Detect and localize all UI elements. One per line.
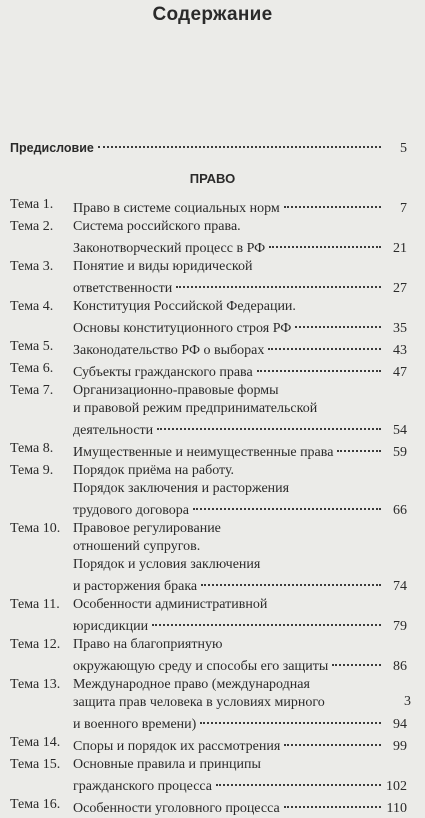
toc-entry <box>10 218 407 258</box>
toc-entry <box>10 734 407 756</box>
toc-entry <box>10 676 407 734</box>
topic-title-text: Основные правила и принципы <box>73 757 261 772</box>
topic-title-text: Право в системе социальных норм <box>73 201 280 216</box>
topic-title-text: Законотворческий процесс в РФ <box>73 241 266 256</box>
topic-body <box>73 360 407 382</box>
topic-line <box>73 654 407 676</box>
topic-title-text: Конституция Российской Федерации. <box>73 299 296 314</box>
toc-entry <box>10 462 407 520</box>
topic-title-text: Субъекты гражданского права <box>73 365 253 380</box>
section-heading: ПРАВО <box>189 171 236 186</box>
topic-page: 110 <box>386 801 407 816</box>
topic-number: Тема 2. <box>10 219 54 234</box>
topic-page: 47 <box>393 365 407 380</box>
preface-entry <box>10 136 407 158</box>
topic-title-text: Особенности административной <box>73 597 268 612</box>
topic-body <box>73 440 407 462</box>
topic-number: Тема 3. <box>10 259 54 274</box>
topic-title-text: Система российского права. <box>73 219 241 234</box>
topic-body <box>73 596 407 636</box>
leader-dots <box>216 770 381 786</box>
topic-body <box>73 520 407 596</box>
topic-number: Тема 12. <box>10 637 61 652</box>
page-title: Содержание <box>152 4 273 25</box>
topic-body <box>73 756 407 796</box>
topic-line <box>73 498 407 520</box>
topic-title-text: защита прав человека в условиях мирного <box>73 695 325 710</box>
topic-title-text: и военного времени) <box>73 717 197 732</box>
topic-number: Тема 4. <box>10 299 54 314</box>
topic-title-text: Понятие и виды юридической <box>73 259 253 274</box>
topic-title-text: и расторжения брака <box>73 579 198 594</box>
topic-page: 43 <box>393 343 407 358</box>
topic-body <box>73 196 407 218</box>
topic-line <box>73 734 407 756</box>
toc-entry <box>10 756 407 796</box>
topic-line <box>73 796 407 818</box>
leader-dots <box>284 192 381 208</box>
topic-line <box>73 614 407 636</box>
topic-title-text: Споры и порядок их рассмотрения <box>73 739 281 754</box>
topic-title-text: Основы конституционного строя РФ <box>73 321 292 336</box>
topic-line <box>73 382 407 400</box>
topic-body <box>73 382 407 440</box>
topic-page: 86 <box>393 659 407 674</box>
topic-title-text: и правовой режим предпринимательской <box>73 401 318 416</box>
topic-page: 35 <box>393 321 407 336</box>
topic-line <box>73 462 407 480</box>
topic-title-text: Имущественные и неимущественные права <box>73 445 334 460</box>
topic-number: Тема 15. <box>10 757 61 772</box>
topic-page: 102 <box>386 779 407 794</box>
toc-entry <box>10 258 407 298</box>
topic-page: 7 <box>400 201 407 216</box>
toc-entry <box>10 360 407 382</box>
toc-entry <box>10 596 407 636</box>
topic-body <box>73 258 407 298</box>
topic-number: Тема 16. <box>10 797 61 812</box>
topic-page: 59 <box>393 445 407 460</box>
topic-number: Тема 7. <box>10 383 54 398</box>
topic-title-text: юрисдикции <box>73 619 149 634</box>
topic-number: Тема 9. <box>10 463 54 478</box>
topic-title-text: Организационно-правовые формы <box>73 383 279 398</box>
topic-line <box>73 236 407 258</box>
topic-body <box>73 218 407 258</box>
topic-title-text: Право на благоприятную <box>73 637 223 652</box>
toc-entry <box>10 298 407 338</box>
topic-number: Тема 13. <box>10 677 61 692</box>
leader-dots <box>268 334 381 350</box>
topic-title-text: Особенности уголовного процесса <box>73 801 280 816</box>
leader-dots <box>284 792 381 808</box>
leader-dots <box>98 132 381 148</box>
topic-title-text: ответственности <box>73 281 173 296</box>
topic-number: Тема 8. <box>10 441 54 456</box>
leader-dots <box>332 650 381 666</box>
preface-page: 5 <box>400 141 407 156</box>
topic-number: Тема 11. <box>10 597 60 612</box>
leader-dots <box>269 232 381 248</box>
topic-page: 66 <box>393 503 407 518</box>
topic-title-text: Порядок приёма на работу. <box>73 463 235 478</box>
toc-entry <box>10 796 407 818</box>
leader-dots <box>200 708 381 724</box>
topic-title-text: Международное право (международная <box>73 677 310 692</box>
topic-title-text: трудового договора <box>73 503 189 518</box>
topic-line <box>73 676 407 694</box>
leader-dots <box>284 730 381 746</box>
topic-title-text: Порядок и условия заключения <box>73 557 261 572</box>
topic-page: 79 <box>393 619 407 634</box>
topic-title-text: Порядок заключения и расторжения <box>73 481 290 496</box>
toc-entry <box>10 382 407 440</box>
leader-dots <box>176 272 381 288</box>
topic-title-text: окружающую среду и способы его защиты <box>73 659 329 674</box>
topic-line <box>73 196 407 218</box>
topic-number: Тема 5. <box>10 339 54 354</box>
toc-entry <box>10 636 407 676</box>
leader-dots <box>337 436 381 452</box>
leader-dots <box>201 570 381 586</box>
page-number: 3 <box>404 694 411 709</box>
topic-body <box>73 676 407 734</box>
topic-body <box>73 636 407 676</box>
toc-entry <box>10 196 407 218</box>
toc-entry <box>10 520 407 596</box>
topic-line <box>73 276 407 298</box>
topic-body <box>73 734 407 756</box>
leader-dots <box>295 312 381 328</box>
topic-page: 54 <box>393 423 407 438</box>
topic-page: 27 <box>393 281 407 296</box>
topic-title-text: Законодательство РФ о выборах <box>73 343 265 358</box>
topic-line <box>73 574 407 596</box>
topic-page: 74 <box>393 579 407 594</box>
topic-body <box>73 796 407 818</box>
leader-dots <box>193 494 381 510</box>
topic-number: Тема 14. <box>10 735 61 750</box>
topic-title-text: Правовое регулирование <box>73 521 221 536</box>
topic-page: 99 <box>393 739 407 754</box>
topic-page: 21 <box>393 241 407 256</box>
toc-list <box>10 196 407 818</box>
topic-body <box>73 462 407 520</box>
leader-dots <box>152 610 381 626</box>
topic-number: Тема 10. <box>10 521 61 536</box>
topic-line <box>73 538 407 556</box>
preface-label: Предисловие <box>10 141 94 155</box>
topic-number: Тема 1. <box>10 197 54 212</box>
topic-title-text: деятельности <box>73 423 154 438</box>
topic-page: 94 <box>393 717 407 732</box>
topic-line <box>73 360 407 382</box>
topic-line <box>73 520 407 538</box>
topic-title-text: отношений супругов. <box>73 539 201 554</box>
topic-line <box>73 440 407 462</box>
topic-body <box>73 298 407 338</box>
leader-dots <box>157 414 381 430</box>
toc-entry <box>10 440 407 462</box>
leader-dots <box>257 356 381 372</box>
topic-number: Тема 6. <box>10 361 54 376</box>
topic-title-text: гражданского процесса <box>73 779 213 794</box>
